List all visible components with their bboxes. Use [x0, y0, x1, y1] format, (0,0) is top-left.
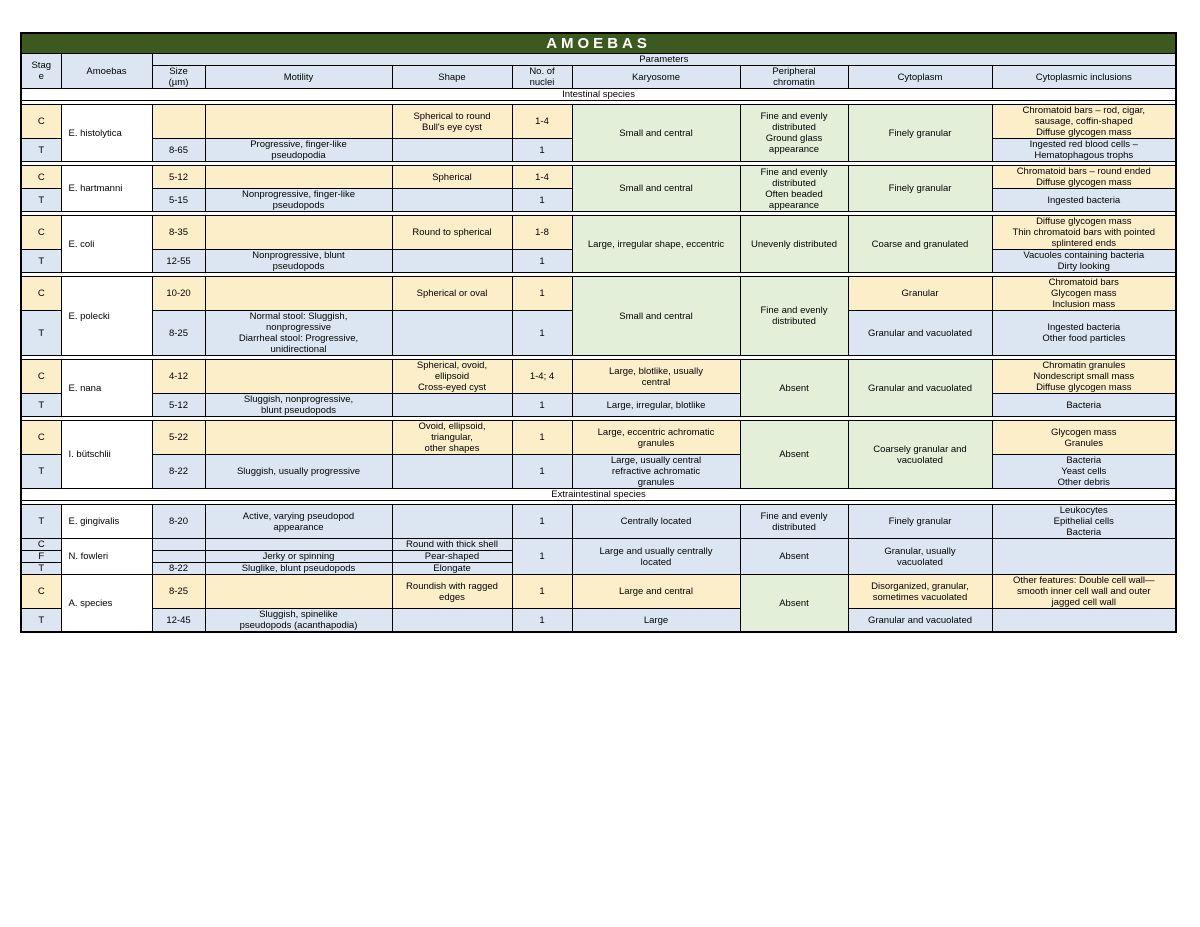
inclusions-cell: Glycogen mass Granules	[992, 421, 1176, 455]
nuclei-cell: 1-4; 4	[512, 360, 572, 394]
inclusions-cell: Ingested bacteria Other food particles	[992, 311, 1176, 356]
karyosome-cell: Large and central	[572, 575, 740, 609]
inclusions-cell: Chromatin granules Nondescript small mass Diffuse glycogen mass	[992, 360, 1176, 394]
species-name: E. coli	[61, 216, 152, 273]
size-cell	[152, 105, 205, 139]
motility-cell	[205, 360, 392, 394]
size-cell: 4-12	[152, 360, 205, 394]
peripheral-cell: Absent	[740, 575, 848, 633]
nuclei-cell: 1-4	[512, 105, 572, 139]
header-size: Size (µm)	[152, 66, 205, 89]
species-name: E. polecki	[61, 277, 152, 356]
shape-cell: Spherical to round Bull's eye cyst	[392, 105, 512, 139]
size-cell: 8-25	[152, 311, 205, 356]
size-cell: 5-15	[152, 189, 205, 212]
size-cell: 5-22	[152, 421, 205, 455]
nuclei-cell: 1	[512, 250, 572, 273]
cytoplasm-cell: Granular and vacuolated	[848, 609, 992, 633]
karyosome-cell: Large, irregular shape, eccentric	[572, 216, 740, 273]
size-cell: 8-25	[152, 575, 205, 609]
stage-cell: T	[21, 189, 61, 212]
cytoplasm-cell: Finely granular	[848, 166, 992, 212]
size-cell: 8-22	[152, 563, 205, 575]
motility-cell: Active, varying pseudopod appearance	[205, 505, 392, 539]
inclusions-cell: Chromatoid bars Glycogen mass Inclusion mass	[992, 277, 1176, 311]
peripheral-cell: Absent	[740, 360, 848, 417]
shape-cell	[392, 139, 512, 162]
motility-cell: Sluggish, spinelike pseudopods (acanthapodia)	[205, 609, 392, 633]
shape-cell	[392, 394, 512, 417]
shape-cell	[392, 455, 512, 489]
shape-cell	[392, 609, 512, 633]
nuclei-cell: 1	[512, 189, 572, 212]
stage-cell: F	[21, 551, 61, 563]
section-intestinal: Intestinal species	[21, 89, 1176, 101]
shape-cell: Spherical, ovoid, ellipsoid Cross-eyed cyst	[392, 360, 512, 394]
motility-cell: Progressive, finger-like pseudopodia	[205, 139, 392, 162]
shape-cell: Round with thick shell	[392, 539, 512, 551]
header-parameters: Parameters	[152, 54, 1176, 66]
motility-cell	[205, 277, 392, 311]
inclusions-cell: Bacteria	[992, 394, 1176, 417]
table-title: AMOEBAS	[21, 33, 1176, 54]
stage-cell: C	[21, 575, 61, 609]
amoebas-table	[20, 32, 1177, 633]
nuclei-cell: 1-8	[512, 216, 572, 250]
motility-cell: Normal stool: Sluggish, nonprogressive Diarrheal stool: Progressive, unidirectional	[205, 311, 392, 356]
cytoplasm-cell: Coarsely granular and vacuolated	[848, 421, 992, 489]
stage-cell: T	[21, 250, 61, 273]
karyosome-cell: Large, usually central refractive achromatic granules	[572, 455, 740, 489]
motility-cell	[205, 575, 392, 609]
inclusions-cell: Leukocytes Epithelial cells Bacteria	[992, 505, 1176, 539]
peripheral-cell: Fine and evenly distributed Ground glass appearance	[740, 105, 848, 162]
stage-cell: T	[21, 609, 61, 633]
nuclei-cell: 1	[512, 575, 572, 609]
inclusions-cell	[992, 539, 1176, 575]
nuclei-cell: 1	[512, 505, 572, 539]
motility-cell	[205, 105, 392, 139]
shape-cell: Spherical	[392, 166, 512, 189]
karyosome-cell: Small and central	[572, 105, 740, 162]
stage-cell: T	[21, 394, 61, 417]
nuclei-cell: 1	[512, 311, 572, 356]
header-nuclei: No. of nuclei	[512, 66, 572, 89]
stage-cell: T	[21, 311, 61, 356]
shape-cell: Roundish with ragged edges	[392, 575, 512, 609]
cytoplasm-cell: Disorganized, granular, sometimes vacuolated	[848, 575, 992, 609]
peripheral-cell: Fine and evenly distributed	[740, 277, 848, 356]
size-cell: 8-20	[152, 505, 205, 539]
size-cell: 10-20	[152, 277, 205, 311]
peripheral-cell: Absent	[740, 539, 848, 575]
shape-cell	[392, 250, 512, 273]
shape-cell	[392, 311, 512, 356]
size-cell: 12-55	[152, 250, 205, 273]
species-name: E. nana	[61, 360, 152, 417]
header-cytoplasm: Cytoplasm	[848, 66, 992, 89]
inclusions-cell: Ingested bacteria	[992, 189, 1176, 212]
nuclei-cell: 1	[512, 455, 572, 489]
inclusions-cell: Other features: Double cell wall— smooth inner cell wall and outer jagged cell wall	[992, 575, 1176, 609]
inclusions-cell: Bacteria Yeast cells Other debris	[992, 455, 1176, 489]
header-motility: Motility	[205, 66, 392, 89]
species-name: A. species	[61, 575, 152, 633]
species-name: I. bütschlii	[61, 421, 152, 489]
shape-cell	[392, 505, 512, 539]
peripheral-cell: Absent	[740, 421, 848, 489]
karyosome-cell: Large, eccentric achromatic granules	[572, 421, 740, 455]
motility-cell	[205, 166, 392, 189]
header-stage: Stag e	[21, 54, 61, 89]
species-name: E. gingivalis	[61, 505, 152, 539]
motility-cell: Sluglike, blunt pseudopods	[205, 563, 392, 575]
cytoplasm-cell: Granular, usually vacuolated	[848, 539, 992, 575]
size-cell: 12-45	[152, 609, 205, 633]
inclusions-cell: Diffuse glycogen mass Thin chromatoid bars with pointed splintered ends	[992, 216, 1176, 250]
karyosome-cell: Large, irregular, blotlike	[572, 394, 740, 417]
cytoplasm-cell: Finely granular	[848, 105, 992, 162]
stage-cell: C	[21, 105, 61, 139]
stage-cell: T	[21, 563, 61, 575]
stage-cell: C	[21, 539, 61, 551]
motility-cell	[205, 216, 392, 250]
size-cell	[152, 539, 205, 551]
shape-cell: Spherical or oval	[392, 277, 512, 311]
size-cell: 8-65	[152, 139, 205, 162]
karyosome-cell: Centrally located	[572, 505, 740, 539]
peripheral-cell: Unevenly distributed	[740, 216, 848, 273]
stage-cell: C	[21, 421, 61, 455]
karyosome-cell: Small and central	[572, 166, 740, 212]
nuclei-cell: 1	[512, 539, 572, 575]
stage-cell: T	[21, 455, 61, 489]
motility-cell	[205, 539, 392, 551]
motility-cell: Sluggish, usually progressive	[205, 455, 392, 489]
nuclei-cell: 1	[512, 421, 572, 455]
peripheral-cell: Fine and evenly distributed	[740, 505, 848, 539]
species-name: N. fowleri	[61, 539, 152, 575]
size-cell	[152, 551, 205, 563]
stage-cell: C	[21, 277, 61, 311]
size-cell: 5-12	[152, 166, 205, 189]
nuclei-cell: 1-4	[512, 166, 572, 189]
motility-cell: Nonprogressive, finger-like pseudopods	[205, 189, 392, 212]
size-cell: 8-22	[152, 455, 205, 489]
stage-cell: C	[21, 166, 61, 189]
peripheral-cell: Fine and evenly distributed Often beaded appearance	[740, 166, 848, 212]
size-cell: 8-35	[152, 216, 205, 250]
species-name: E. hartmanni	[61, 166, 152, 212]
inclusions-cell: Ingested red blood cells – Hematophagous trophs	[992, 139, 1176, 162]
shape-cell: Pear-shaped	[392, 551, 512, 563]
nuclei-cell: 1	[512, 139, 572, 162]
header-inclusions: Cytoplasmic inclusions	[992, 66, 1176, 89]
shape-cell: Ovoid, ellipsoid, triangular, other shapes	[392, 421, 512, 455]
nuclei-cell: 1	[512, 277, 572, 311]
cytoplasm-cell: Granular and vacuolated	[848, 311, 992, 356]
cytoplasm-cell: Granular and vacuolated	[848, 360, 992, 417]
inclusions-cell: Vacuoles containing bacteria Dirty looking	[992, 250, 1176, 273]
shape-cell: Elongate	[392, 563, 512, 575]
cytoplasm-cell: Finely granular	[848, 505, 992, 539]
stage-cell: C	[21, 360, 61, 394]
header-karyosome: Karyosome	[572, 66, 740, 89]
stage-cell: C	[21, 216, 61, 250]
header-peripheral-chromatin: Peripheral chromatin	[740, 66, 848, 89]
nuclei-cell: 1	[512, 609, 572, 633]
shape-cell	[392, 189, 512, 212]
motility-cell: Jerky or spinning	[205, 551, 392, 563]
stage-cell: T	[21, 139, 61, 162]
shape-cell: Round to spherical	[392, 216, 512, 250]
cytoplasm-cell: Coarse and granulated	[848, 216, 992, 273]
inclusions-cell: Chromatoid bars – rod, cigar, sausage, coffin-shaped Diffuse glycogen mass	[992, 105, 1176, 139]
header-shape: Shape	[392, 66, 512, 89]
nuclei-cell: 1	[512, 394, 572, 417]
species-name: E. histolytica	[61, 105, 152, 162]
stage-cell: T	[21, 505, 61, 539]
size-cell: 5-12	[152, 394, 205, 417]
cytoplasm-cell: Granular	[848, 277, 992, 311]
motility-cell: Sluggish, nonprogressive, blunt pseudopods	[205, 394, 392, 417]
inclusions-cell	[992, 609, 1176, 633]
karyosome-cell: Large	[572, 609, 740, 633]
karyosome-cell: Large and usually centrally located	[572, 539, 740, 575]
karyosome-cell: Small and central	[572, 277, 740, 356]
section-extraintestinal: Extraintestinal species	[21, 489, 1176, 501]
inclusions-cell: Chromatoid bars – round ended Diffuse glycogen mass	[992, 166, 1176, 189]
karyosome-cell: Large, blotlike, usually central	[572, 360, 740, 394]
motility-cell	[205, 421, 392, 455]
header-amoebas: Amoebas	[61, 54, 152, 89]
motility-cell: Nonprogressive, blunt pseudopods	[205, 250, 392, 273]
